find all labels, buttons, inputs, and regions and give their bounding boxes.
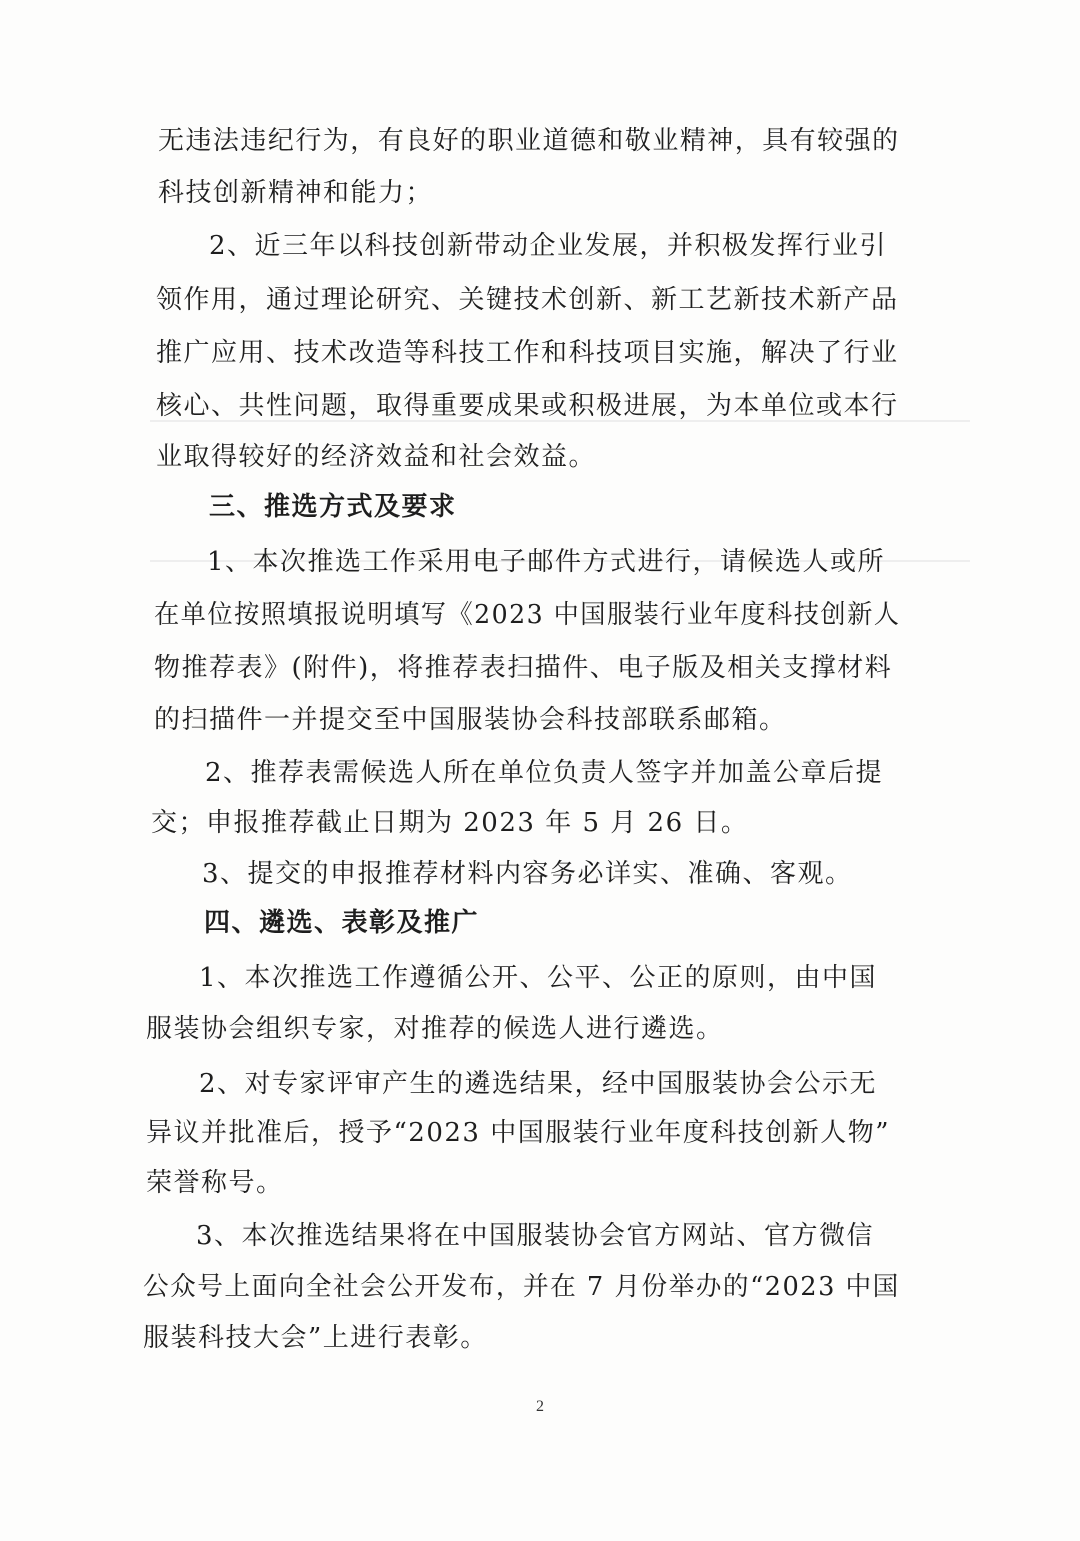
body-text-line: 1、本次推选工作采用电子邮件方式进行，请候选人或所 xyxy=(207,547,886,577)
body-text-line: 科技创新精神和能力； xyxy=(158,178,434,208)
body-text-line: 在单位按照填报说明填写《2023 中国服装行业年度科技创新人 xyxy=(154,600,901,630)
body-text-line: 2、推荐表需候选人所在单位负责人签字并加盖公章后提 xyxy=(205,758,884,788)
body-text-line: 3、本次推选结果将在中国服装协会官方网站、官方微信 xyxy=(196,1221,875,1251)
body-text-line: 2、近三年以科技创新带动企业发展，并积极发挥行业引 xyxy=(209,231,888,261)
body-text-line: 业取得较好的经济效益和社会效益。 xyxy=(156,442,597,472)
body-text-line: 异议并批准后，授予“2023 中国服装行业年度科技创新人物” xyxy=(146,1118,891,1148)
body-text-line: 服装协会组织专家，对推荐的候选人进行遴选。 xyxy=(146,1014,724,1044)
section-heading: 三、推选方式及要求 xyxy=(209,492,457,522)
body-text-line: 荣誉称号。 xyxy=(146,1168,284,1198)
body-text-line: 物推荐表》(附件)，将推荐表扫描件、电子版及相关支撑材料 xyxy=(154,653,893,683)
body-text-line: 领作用，通过理论研究、关键技术创新、新工艺新技术新产品 xyxy=(156,285,899,315)
body-text-line: 交；申报推荐截止日期为 2023 年 5 月 26 日。 xyxy=(151,808,749,838)
section-heading: 四、遴选、表彰及推广 xyxy=(204,908,480,938)
body-text-line: 核心、共性问题，取得重要成果或积极进展，为本单位或本行 xyxy=(156,391,899,421)
body-text-line: 公众号上面向全社会公开发布，并在 7 月份举办的“2023 中国 xyxy=(143,1272,900,1302)
body-text-line: 推广应用、技术改造等科技工作和科技项目实施，解决了行业 xyxy=(156,338,899,368)
body-text-line: 的扫描件一并提交至中国服装协会科技部联系邮箱。 xyxy=(154,705,787,735)
body-text-line: 无违法违纪行为，有良好的职业道德和敬业精神，具有较强的 xyxy=(158,126,900,156)
body-text-line: 1、本次推选工作遵循公开、公平、公正的原则，由中国 xyxy=(199,963,878,993)
page-number: 2 xyxy=(536,1398,544,1415)
body-text-line: 2、对专家评审产生的遴选结果，经中国服装协会公示无 xyxy=(199,1069,878,1099)
body-text-line: 3、提交的申报推荐材料内容务必详实、准确、客观。 xyxy=(202,859,853,889)
body-text-line: 服装科技大会”上进行表彰。 xyxy=(143,1323,488,1353)
